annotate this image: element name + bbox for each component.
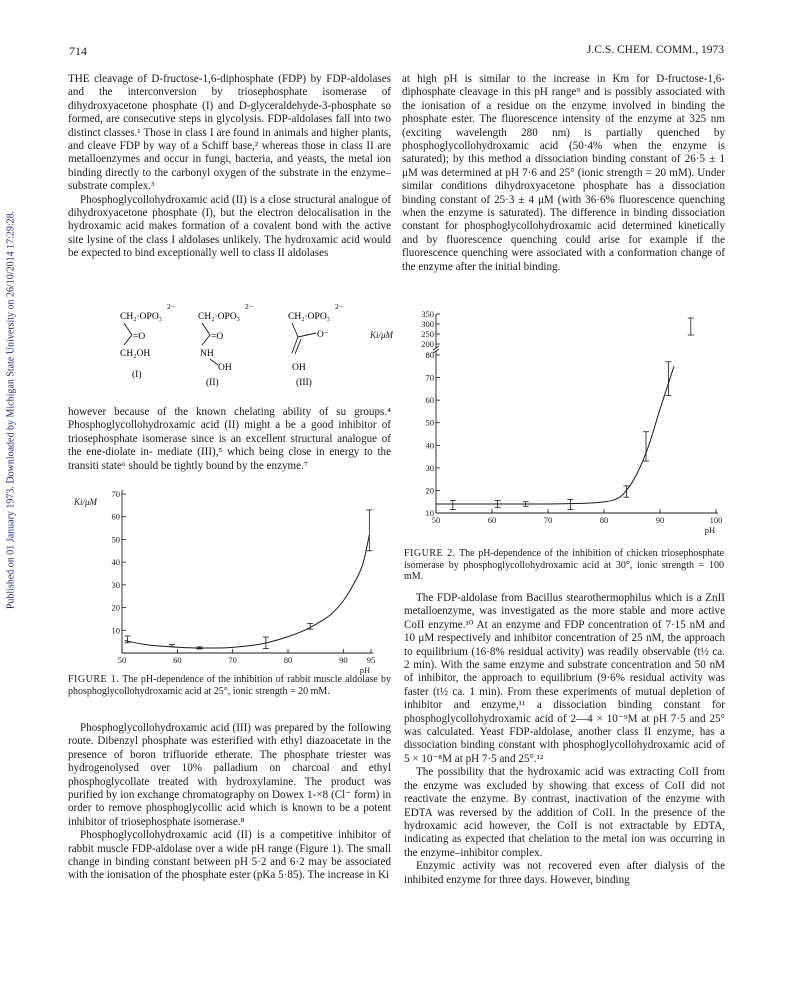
x-tick-label: 90 [655,515,665,525]
left-column-mid [68,406,391,473]
x-tick-label: 80 [599,515,609,525]
s3-mid: O⁻ [317,330,329,340]
figure1-caption-text: The pH-dependence of the inhibition of rabbit muscle aldolase by phosphoglycollohydroxamic acid at 25°, ionic strength = 20 mM. [68,674,391,697]
figure1-caption-label: FIGURE 1. [68,674,120,685]
x-axis-label: pH [359,665,371,675]
page-number: 714 [69,44,87,58]
y-tick-label: 30 [111,579,120,590]
x-tick-label: 70 [543,515,553,525]
y-tick-label: 40 [425,440,434,451]
right-column-bottom [404,592,725,887]
s3-top: CH₂·OPO₃ [288,312,330,322]
y-tick-label: 70 [425,372,434,383]
figure2-caption-label: FIGURE 2. [404,548,456,559]
x-tick-label: 50 [117,655,127,665]
preparation-paragraph: Phosphoglycollohydroxamic acid (III) was prepared by the following route. Dibenzyl phosphate was esterified with ethyl diazoacetate in the presence of boron trifluoride etherate. The phosphate triester was hydrogenolysed over 10% palladium on charcoal and ethyl phosphoglycollate treated with hydroxylamine. The product was purified by ion exchange chromatography on Dowex 1-×8 (Cl⁻ form) in order to remove phosphoglycollic acid which is known to be a potent inhibitor of triosephosphate isomerase.⁸ [68,722,391,828]
y-tick-label: 60 [425,395,434,406]
s2-oh: OH [218,363,232,373]
intro-paragraph: THE cleavage of D-fructose-1,6-diphosphate (FDP) by FDP-aldolases and the interconversion by triosephosphate isomerase of dihydroxyacetone phosphate (I) and D-glyceraldehyde-3-phosphate so formed, are consecutive steps in glycolysis. FDP-aldolases fall into two distinct classes.¹ Those in class I are found in animals and higher plants, and cleave FDP by way of a Schiff base,² whereas those in class II are metalloenzymes and occur in fungi, bacteria, and yeasts, the metal ion binding directly to the carbonyl oxygen of the substrate in the enzyme–substrate complex.³ [68,73,391,193]
s1-label: (I) [132,370,142,380]
s3-charge: 2− [335,302,343,311]
hydroxamic-paragraph: Phosphoglycollohydroxamic acid (II) is a close structural analogue of dihydroxyacetone phosphate (I), but the electron delocalisation in the hydroxamic acid makes formation of a covalent bond with the active site lysine of the class I aldolases unlikely. The hydroxamic acid would be expected to bind exceptionally well to class II aldolases [68,193,391,260]
figure1-chart [68,488,393,675]
s1-bottom: CH₂OH [120,349,151,359]
inhibitor-paragraph: Phosphoglycollohydroxamic acid (II) is a competitive inhibitor of rabbit muscle FDP-aldolase over a wide pH range (Figure 1). The small change in binding constant between pH 5·2 and 6·2 may be associated with the ionisation of the phosphate ester (pKa 5·85). The increase in Ki [68,829,391,882]
y-tick-label: 50 [111,534,120,545]
s2-top: CH₂·OPO₃ [198,312,240,322]
upper-y-tick-label: 350 [421,309,434,319]
figure2-caption [404,548,724,583]
y-tick-label: 70 [111,489,120,499]
s3-oh: OH [292,363,306,373]
y-tick-label: 10 [425,508,434,518]
s1-top: CH₂·OPO₃ [120,312,162,322]
dialysis-paragraph: Enzymic activity was not recovered even after dialysis of the inhibited enzyme for three days. However, binding [404,860,725,886]
journal-header: J.C.S. CHEM. COMM., 1973 [586,44,724,56]
y-tick-label: 40 [111,557,120,568]
x-tick-label: 70 [228,655,237,665]
s1-charge: 2− [167,302,175,311]
structures-drawing [110,297,380,397]
y-tick-label: 60 [111,511,120,522]
y-axis-label: Ki/μM [74,497,98,507]
x-tick-label: 50 [431,515,441,525]
x-tick-label: 80 [283,655,293,665]
s2-nh: NH [200,349,214,359]
s2-label: (II) [206,378,219,388]
x-tick-label: 100 [709,515,723,525]
bacillus-paragraph: The FDP-aldolase from Bacillus stearothermophilus which is a ZnII metalloenzyme, was investigated as the more stable and more active CoII enzyme.¹⁰ At an enzyme and FDP concentration of 7·15 nM and 10 μM respectively and inhibitor concentration of 25 nM, the approach to equilibrium (16·8% residual activity) was readily observable (t½ ca. 2 min). With the same enzyme and substrate concentration and 50 nM of inhibitor, the approach to equilibrium (9·6% residual activity was faster (t½ ca. 1 min). From these experiments of mutual depletion of inhibitor and enzyme,¹¹ a dissociation binding constant for phosphoglycollohydroxamic acid of 2—4 × 10⁻⁹M at pH 7·5 and 25° was calculated. Yeast FDP-aldolase, another class II enzyme, has a dissociation binding constant with phosphoglycollohydroxamic acid of 5 × 10⁻⁸M at pH 7·5 and 25°.¹² [404,592,725,765]
figure2-caption-text: The pH-dependence of the inhibition of chicken triosephosphate isomerase by phosphoglycollohydroxamic acid at 30°, ionic strength = 100 mM. [404,548,724,582]
upper-y-tick-label: 300 [421,319,434,329]
upper-y-tick-label: 250 [421,329,434,339]
left-column-top [68,73,391,261]
x-axis-label: pH [704,525,716,535]
s3-label: (III) [296,378,312,388]
s2-charge: 2− [245,302,253,311]
y-tick-label: 80 [425,350,434,360]
fluorescence-paragraph: at high pH is similar to the increase in Km for D-fructose-1,6-diphosphate cleavage in this pH range⁹ and is possibly associated with the ionisation of a residue on the enzyme involved in binding the phosphate ester. The fluorescence intensity of the enzyme at 325 nm (exciting wavelength 280 nm) is partially quenched by phosphoglycollohydroxamic acid (50·4% when the enzyme is saturated); by this method a dissociation binding constant of 26·5 ± 1 μM was determined at pH 7·6 and 25° (ionic strength = 20 mM). Under similar conditions dihydroxyacetone phosphate has a dissociation binding constant of 25·3 ± 4 μM (with 36·6% fluorescence quenching when the enzyme is saturated). The difference in binding dissociation constant for phosphoglycollohydroxamic acid determined kinetically and by fluorescence quenching could arise for example if the fluorescence quenching were associated with a conformation change of the enzyme after the initial binding. [402,73,725,273]
y-axis-label: Ki/μM [370,330,394,340]
y-tick-label: 30 [425,462,434,473]
left-column-bottom [68,722,391,883]
data-curve [436,366,674,504]
figure1-caption [68,674,391,697]
y-tick-label: 50 [425,417,434,428]
y-tick-label: 10 [111,625,120,636]
x-tick-label: 95 [366,655,376,665]
cobalt-paragraph: The possibility that the hydroxamic acid was extracting CoII from the enzyme was excluded by showing that excess of CoII did not reactivate the enzyme. By contrast, inactivation of the enzyme with EDTA was reversed by the addition of CoII. In the presence of the hydroxamic acid however, the CoII is not extractable by EDTA, indicating as expected that chelation to the metal ion was occurring in the enzyme–inhibitor complex. [404,766,725,859]
download-notice [2,180,20,640]
y-tick-label: 20 [425,485,434,496]
s2-mid: =O [211,332,224,342]
x-tick-label: 90 [339,655,348,665]
download-notice-text: Published on 01 January 1973. Downloaded by Michigan State University on 26/10/2014 17:29:28. [5,210,17,610]
right-column-top [402,73,725,274]
upper-y-tick-label: 200 [421,339,434,349]
chelating-paragraph: however because of the known chelating ability of su groups.⁴ Phosphoglycollohydroxamic acid (II) might a be a good inhibitor of triosephosphate isomerase since is an excellent structural analogue of the ene-diolate in- mediate (III),⁵ which being close in energy to the transiti state⁶ should be tightly bound by the enzyme.⁷ [68,406,391,472]
x-tick-label: 60 [487,515,497,525]
s1-mid: =O [133,332,146,342]
chemical-structures [110,297,380,397]
figure2-chart [368,306,728,544]
data-curve [125,535,370,648]
y-tick-label: 20 [111,602,120,613]
x-tick-label: 60 [173,655,182,665]
